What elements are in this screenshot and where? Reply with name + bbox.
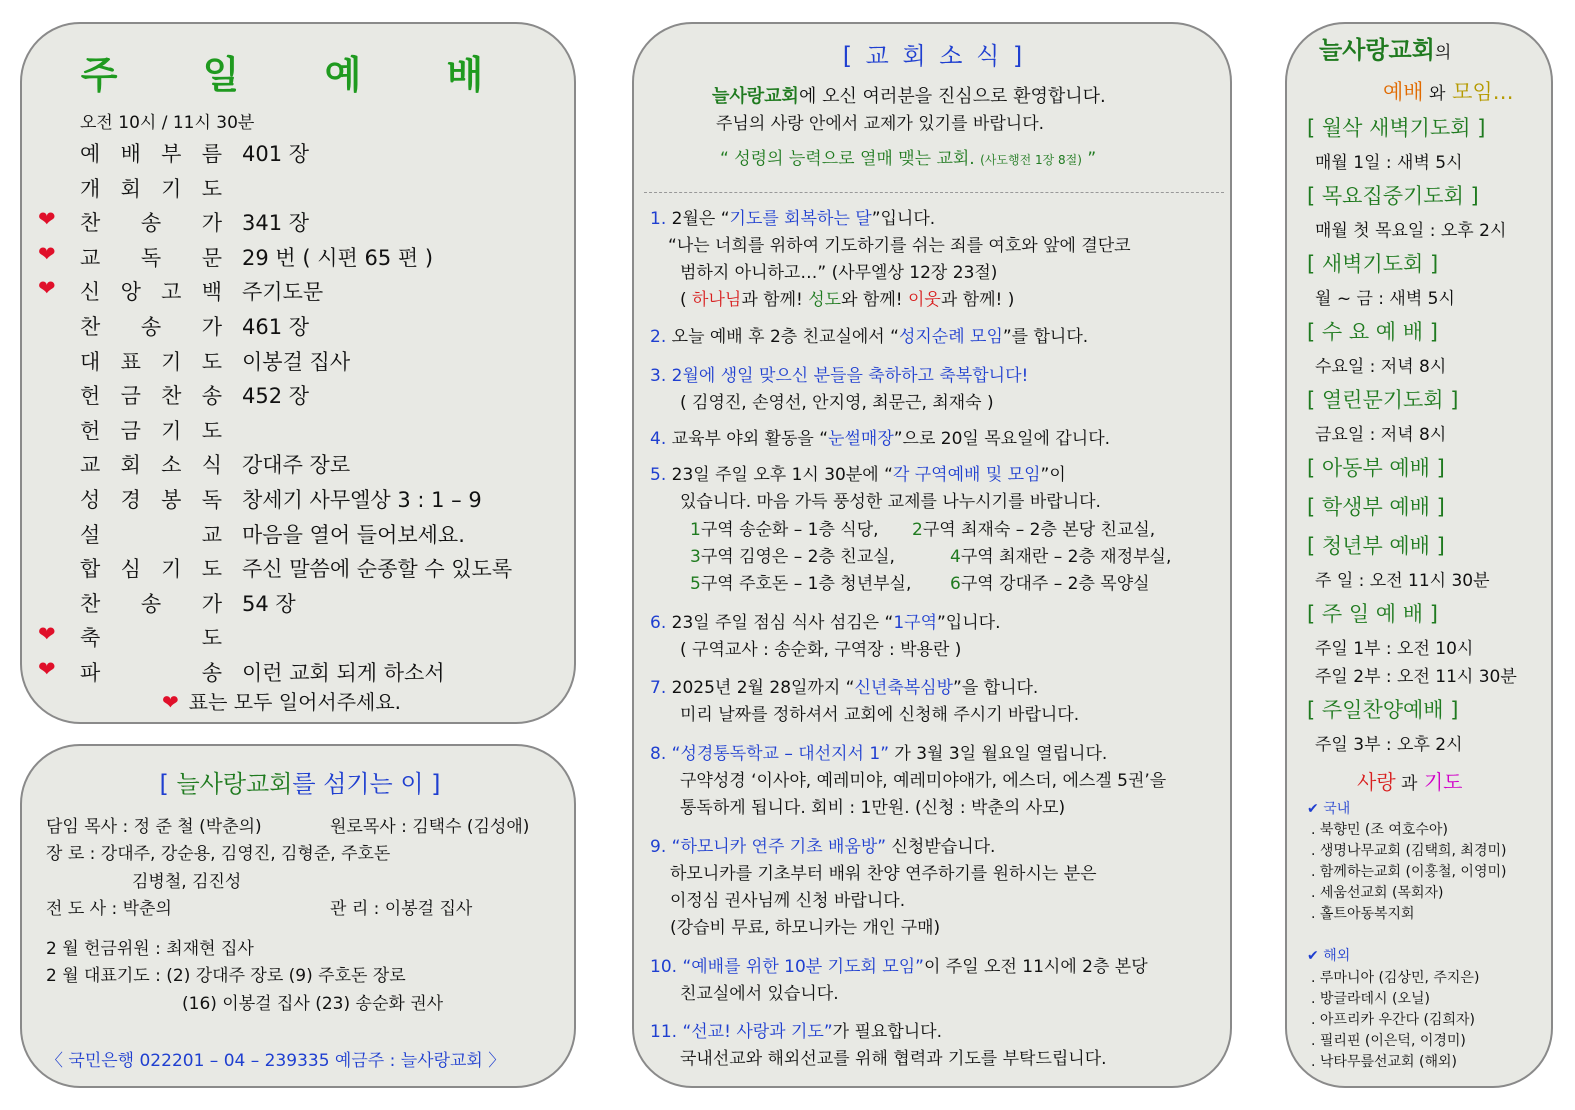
meeting-title: [ 열린문기도회 ]	[1307, 388, 1459, 412]
meeting-schedule: 수요일 : 저녁 8시	[1315, 357, 1447, 377]
senior-pastor: 담임 목사 : 정 준 철 (박춘의)	[46, 817, 262, 837]
worship-item-label: 축 도	[80, 626, 222, 651]
emeritus-pastor: 원로목사 : 김택수 (김성애)	[330, 817, 530, 837]
worship-item-label: 대 표 기 도	[80, 349, 222, 374]
worship-order-item	[22, 344, 578, 378]
worship-order-item	[22, 620, 578, 654]
welcome-line-2: 주님의 사랑 안에서 교제가 있기를 바랍니다.	[716, 114, 1045, 134]
worship-item-label: 헌 금 찬 송	[80, 384, 222, 409]
manager: 관 리 : 이봉걸 집사	[330, 899, 473, 919]
mission-item: . 필리핀 (이은덕, 이경미)	[1311, 1033, 1466, 1049]
meeting-title: [ 주일찬양예배 ]	[1307, 698, 1459, 722]
heart-icon: ❤	[38, 622, 56, 647]
meeting-schedule: 주일 2부 : 오전 11시 30분	[1315, 667, 1517, 687]
worship-order-item	[22, 136, 578, 170]
worship-item-label: 파 송	[80, 661, 222, 685]
divider	[644, 192, 1224, 193]
elders-list: 장 로 : 강대주, 강순용, 김영진, 김형준, 주호돈	[46, 844, 391, 864]
meeting-title: [ 새벽기도회 ]	[1307, 252, 1439, 276]
worship-item-value: 341 장	[242, 211, 310, 236]
worship-order-item	[22, 586, 578, 620]
news-item-9-line-2: 하모니카를 기초부터 배워 찬양 연주하기를 원하시는 분은	[670, 864, 1097, 884]
meeting-title: [ 월삭 새벽기도회 ]	[1307, 116, 1486, 140]
news-item-7-line-2: 미리 날짜를 정하셔서 교회에 신청해 주시기 바랍니다.	[680, 705, 1080, 725]
worship-title: 주 일 예 배	[80, 53, 520, 97]
mission-item: . 북향민 (조 여호수아)	[1311, 822, 1448, 838]
heart-icon: ❤	[162, 690, 179, 714]
mission-item: . 홀트아동복지회	[1311, 906, 1415, 922]
mission-item: . 낙타무릎선교회 (해외)	[1311, 1054, 1457, 1070]
church-news-panel	[632, 22, 1232, 1088]
check-icon: ✔	[1307, 948, 1319, 964]
district-item: 6구역 강대주 – 2층 목양실	[950, 574, 1150, 594]
mission-item: . 방글라데시 (오닐)	[1311, 991, 1430, 1007]
worship-item-value: 강대주 장로	[242, 453, 351, 478]
district-item: 5구역 주호돈 – 1층 청년부실,	[690, 574, 912, 594]
news-item-9-line-4: (강습비 무료, 하모니카는 개인 구매)	[670, 918, 941, 938]
meeting-schedule: 주일 1부 : 오전 10시	[1315, 639, 1474, 659]
evangelist: 전 도 사 : 박춘의	[46, 899, 172, 919]
district-item: 1구역 송순화 – 1층 식당,	[690, 520, 879, 540]
worship-meetings-panel	[1285, 22, 1553, 1088]
worship-item-label: 성 경 봉 독	[80, 488, 222, 512]
worship-order-item	[22, 309, 578, 343]
worship-item-value: 주기도문	[242, 280, 324, 305]
welcome-line: 늘사랑교회에 오신 여러분을 진심으로 환영합니다.	[712, 86, 1106, 107]
news-item-5-line-2: 있습니다. 마음 가득 풍성한 교제를 나누시기를 바랍니다.	[680, 492, 1101, 512]
mission-item: . 아프리카 우간다 (김희자)	[1311, 1012, 1475, 1028]
church-servants-panel	[20, 744, 576, 1088]
meeting-title: [ 목요집중기도회 ]	[1307, 184, 1479, 208]
news-item-3-line-2: ( 김영진, 손영선, 안지영, 최문근, 최재숙 )	[680, 393, 994, 413]
news-item-5: 5. 23일 주일 오후 1시 30분에 “각 구역예배 및 모임”이	[650, 465, 1066, 485]
mission-prayer-title: 사랑 과 기도	[1357, 770, 1463, 794]
meeting-title: [ 청년부 예배 ]	[1307, 534, 1445, 558]
worship-order-item	[22, 517, 578, 551]
news-item-8: 8. “성경통독학교 – 대선지서 1” 가 3월 3일 월요일 열립니다.	[650, 744, 1108, 764]
worship-time: 오전 10시 / 11시 30분	[80, 113, 255, 133]
offering-committee: 2 월 헌금위원 : 최재현 집사	[46, 939, 254, 959]
worship-order-item	[22, 274, 578, 308]
meeting-schedule: 주 일 : 오전 11시 30분	[1315, 571, 1490, 591]
worship-order-item	[22, 171, 578, 205]
representative-prayer: 2 월 대표기도 : (2) 강대주 장로 (9) 주호돈 장로	[46, 966, 406, 986]
news-item-11-line-2: 국내선교와 해외선교를 위해 협력과 기도를 부탁드립니다.	[680, 1049, 1107, 1069]
meeting-title: [ 수 요 예 배 ]	[1307, 320, 1438, 344]
worship-item-value: 461 장	[242, 315, 310, 339]
worship-item-value: 창세기 사무엘상 3 : 1 – 9	[242, 488, 482, 512]
worship-item-label: 합 심 기 도	[80, 557, 222, 582]
worship-order-item	[22, 482, 578, 516]
worship-item-value: 이봉걸 집사	[242, 349, 351, 374]
worship-item-label: 개 회 기 도	[80, 176, 222, 201]
district-item: 3구역 김영은 – 2층 친교실,	[690, 547, 895, 567]
bank-account: 〈 국민은행 022201 – 04 – 239335 예금주 : 늘사랑교회 〉	[46, 1051, 506, 1071]
news-item-1-line-3: 범하지 아니하고…” (사무엘상 12장 23절)	[680, 263, 998, 283]
news-item-9-line-3: 이정심 권사님께 신청 바랍니다.	[670, 891, 906, 911]
elders-list-cont: 김병철, 김진성	[132, 872, 242, 892]
news-item-6-line-2: ( 구역교사 : 송순화, 구역장 : 박용란 )	[680, 640, 962, 660]
news-item-1-line-2: “나는 너희를 위하여 기도하기를 쉬는 죄를 여호와 앞에 결단코	[668, 236, 1131, 256]
meeting-schedule: 매월 첫 목요일 : 오후 2시	[1315, 221, 1507, 241]
news-item-11: 11. “선교! 사랑과 기도”가 필요합니다.	[650, 1022, 942, 1042]
worship-item-value: 401 장	[242, 142, 310, 166]
overseas-label: ✔ 해외	[1307, 948, 1351, 964]
news-item-8-line-3: 통독하게 됩니다. 회비 : 1만원. (신청 : 박춘의 사모)	[680, 798, 1066, 818]
heart-icon: ❤	[38, 276, 56, 301]
news-item-10: 10. “예배를 위한 10분 기도회 모임”이 주일 오전 11시에 2층 본당	[650, 957, 1148, 977]
worship-order-item	[22, 240, 578, 274]
mission-item: . 함께하는교회 (이홍철, 이영미)	[1311, 864, 1507, 880]
meetings-title: 늘사랑교회의	[1319, 36, 1452, 64]
news-item-7: 7. 2025년 2월 28일까지 “신년축복심방”을 합니다.	[650, 678, 1039, 698]
worship-order-item	[22, 655, 578, 689]
worship-order-item	[22, 205, 578, 239]
meeting-title: [ 학생부 예배 ]	[1307, 495, 1445, 519]
heart-icon: ❤	[38, 207, 56, 232]
mission-item: . 세움선교회 (목회자)	[1311, 885, 1444, 901]
news-item-3: 3. 2월에 생일 맞으신 분들을 축하하고 축복합니다!	[650, 366, 1029, 386]
news-item-10-line-2: 친교실에서 있습니다.	[680, 984, 839, 1004]
meeting-schedule: 매월 1일 : 새벽 5시	[1315, 153, 1463, 173]
meeting-schedule: 금요일 : 저녁 8시	[1315, 425, 1447, 445]
worship-item-label: 교 독 문	[80, 245, 222, 270]
worship-footnote: ❤ 표는 모두 일어서주세요.	[162, 690, 402, 714]
worship-item-label: 교 회 소 식	[80, 453, 222, 478]
meeting-title: [ 주 일 예 배 ]	[1307, 602, 1438, 626]
worship-item-label: 신 앙 고 백	[80, 280, 222, 305]
heart-icon: ❤	[38, 657, 56, 681]
worship-item-label: 찬 송 가	[80, 315, 222, 339]
worship-item-label: 찬 송 가	[80, 591, 222, 616]
verse-line: “ 성령의 능력으로 열매 맺는 교회. (사도행전 1장 8절) ”	[720, 149, 1097, 169]
worship-item-label: 예 배 부 름	[80, 142, 222, 166]
worship-order-item	[22, 413, 578, 447]
news-item-9: 9. “하모니카 연주 기초 배움방” 신청받습니다.	[650, 837, 996, 857]
news-item-8-line-2: 구약성경 ‘이사야, 예레미야, 예레미야애가, 에스더, 에스겔 5권’을	[680, 771, 1167, 791]
news-item-2: 2. 오늘 예배 후 2층 친교실에서 “성지순례 모임”를 합니다.	[650, 327, 1089, 347]
worship-item-value: 54 장	[242, 591, 296, 616]
worship-item-value: 452 장	[242, 384, 310, 409]
worship-item-label: 설 교	[80, 522, 222, 547]
mission-item: . 생명나무교회 (김택희, 최경미)	[1311, 843, 1507, 859]
worship-item-value: 이런 교회 되게 하소서	[242, 661, 445, 685]
district-item: 4구역 최재란 – 2층 재정부실,	[950, 547, 1172, 567]
worship-item-label: 헌 금 기 도	[80, 418, 222, 443]
heart-icon: ❤	[38, 241, 56, 266]
worship-order-item	[22, 551, 578, 585]
worship-order-item	[22, 378, 578, 412]
district-item: 2구역 최재숙 – 2층 본당 친교실,	[912, 520, 1156, 540]
meetings-subtitle: 예배 와 모임…	[1383, 80, 1514, 104]
worship-item-value: 29 번 ( 시편 65 편 )	[242, 245, 434, 270]
news-item-1-line-4: ( 하나님과 함께! 성도와 함께! 이웃과 함께! )	[680, 290, 1015, 310]
worship-item-value: 마음을 열어 들어보세요.	[242, 522, 465, 547]
worship-item-value: 주신 말씀에 순종할 수 있도록	[242, 557, 513, 582]
news-item-6: 6. 23일 주일 점심 식사 섬김은 “1구역”입니다.	[650, 613, 1001, 633]
worship-order-panel	[20, 22, 576, 724]
mission-item: . 루마니아 (김상민, 주지은)	[1311, 970, 1480, 986]
worship-order-item	[22, 447, 578, 481]
worship-item-label: 찬 송 가	[80, 211, 222, 236]
news-heading: [ 교 회 소 식 ]	[842, 42, 1026, 70]
news-item-1: 1. 2월은 “기도를 회복하는 달”입니다.	[650, 209, 936, 229]
meeting-title: [ 아동부 예배 ]	[1307, 456, 1445, 480]
representative-prayer-cont: (16) 이봉걸 집사 (23) 송순화 권사	[182, 994, 444, 1014]
domestic-label: ✔ 국내	[1307, 801, 1351, 817]
servants-title: [ 늘사랑교회를 섬기는 이 ]	[159, 770, 441, 798]
check-icon: ✔	[1307, 801, 1319, 817]
news-item-4: 4. 교육부 야외 활동을 “눈썰매장”으로 20일 목요일에 갑니다.	[650, 429, 1111, 449]
meeting-schedule: 주일 3부 : 오후 2시	[1315, 735, 1463, 755]
meeting-schedule: 월 ~ 금 : 새벽 5시	[1315, 289, 1455, 309]
